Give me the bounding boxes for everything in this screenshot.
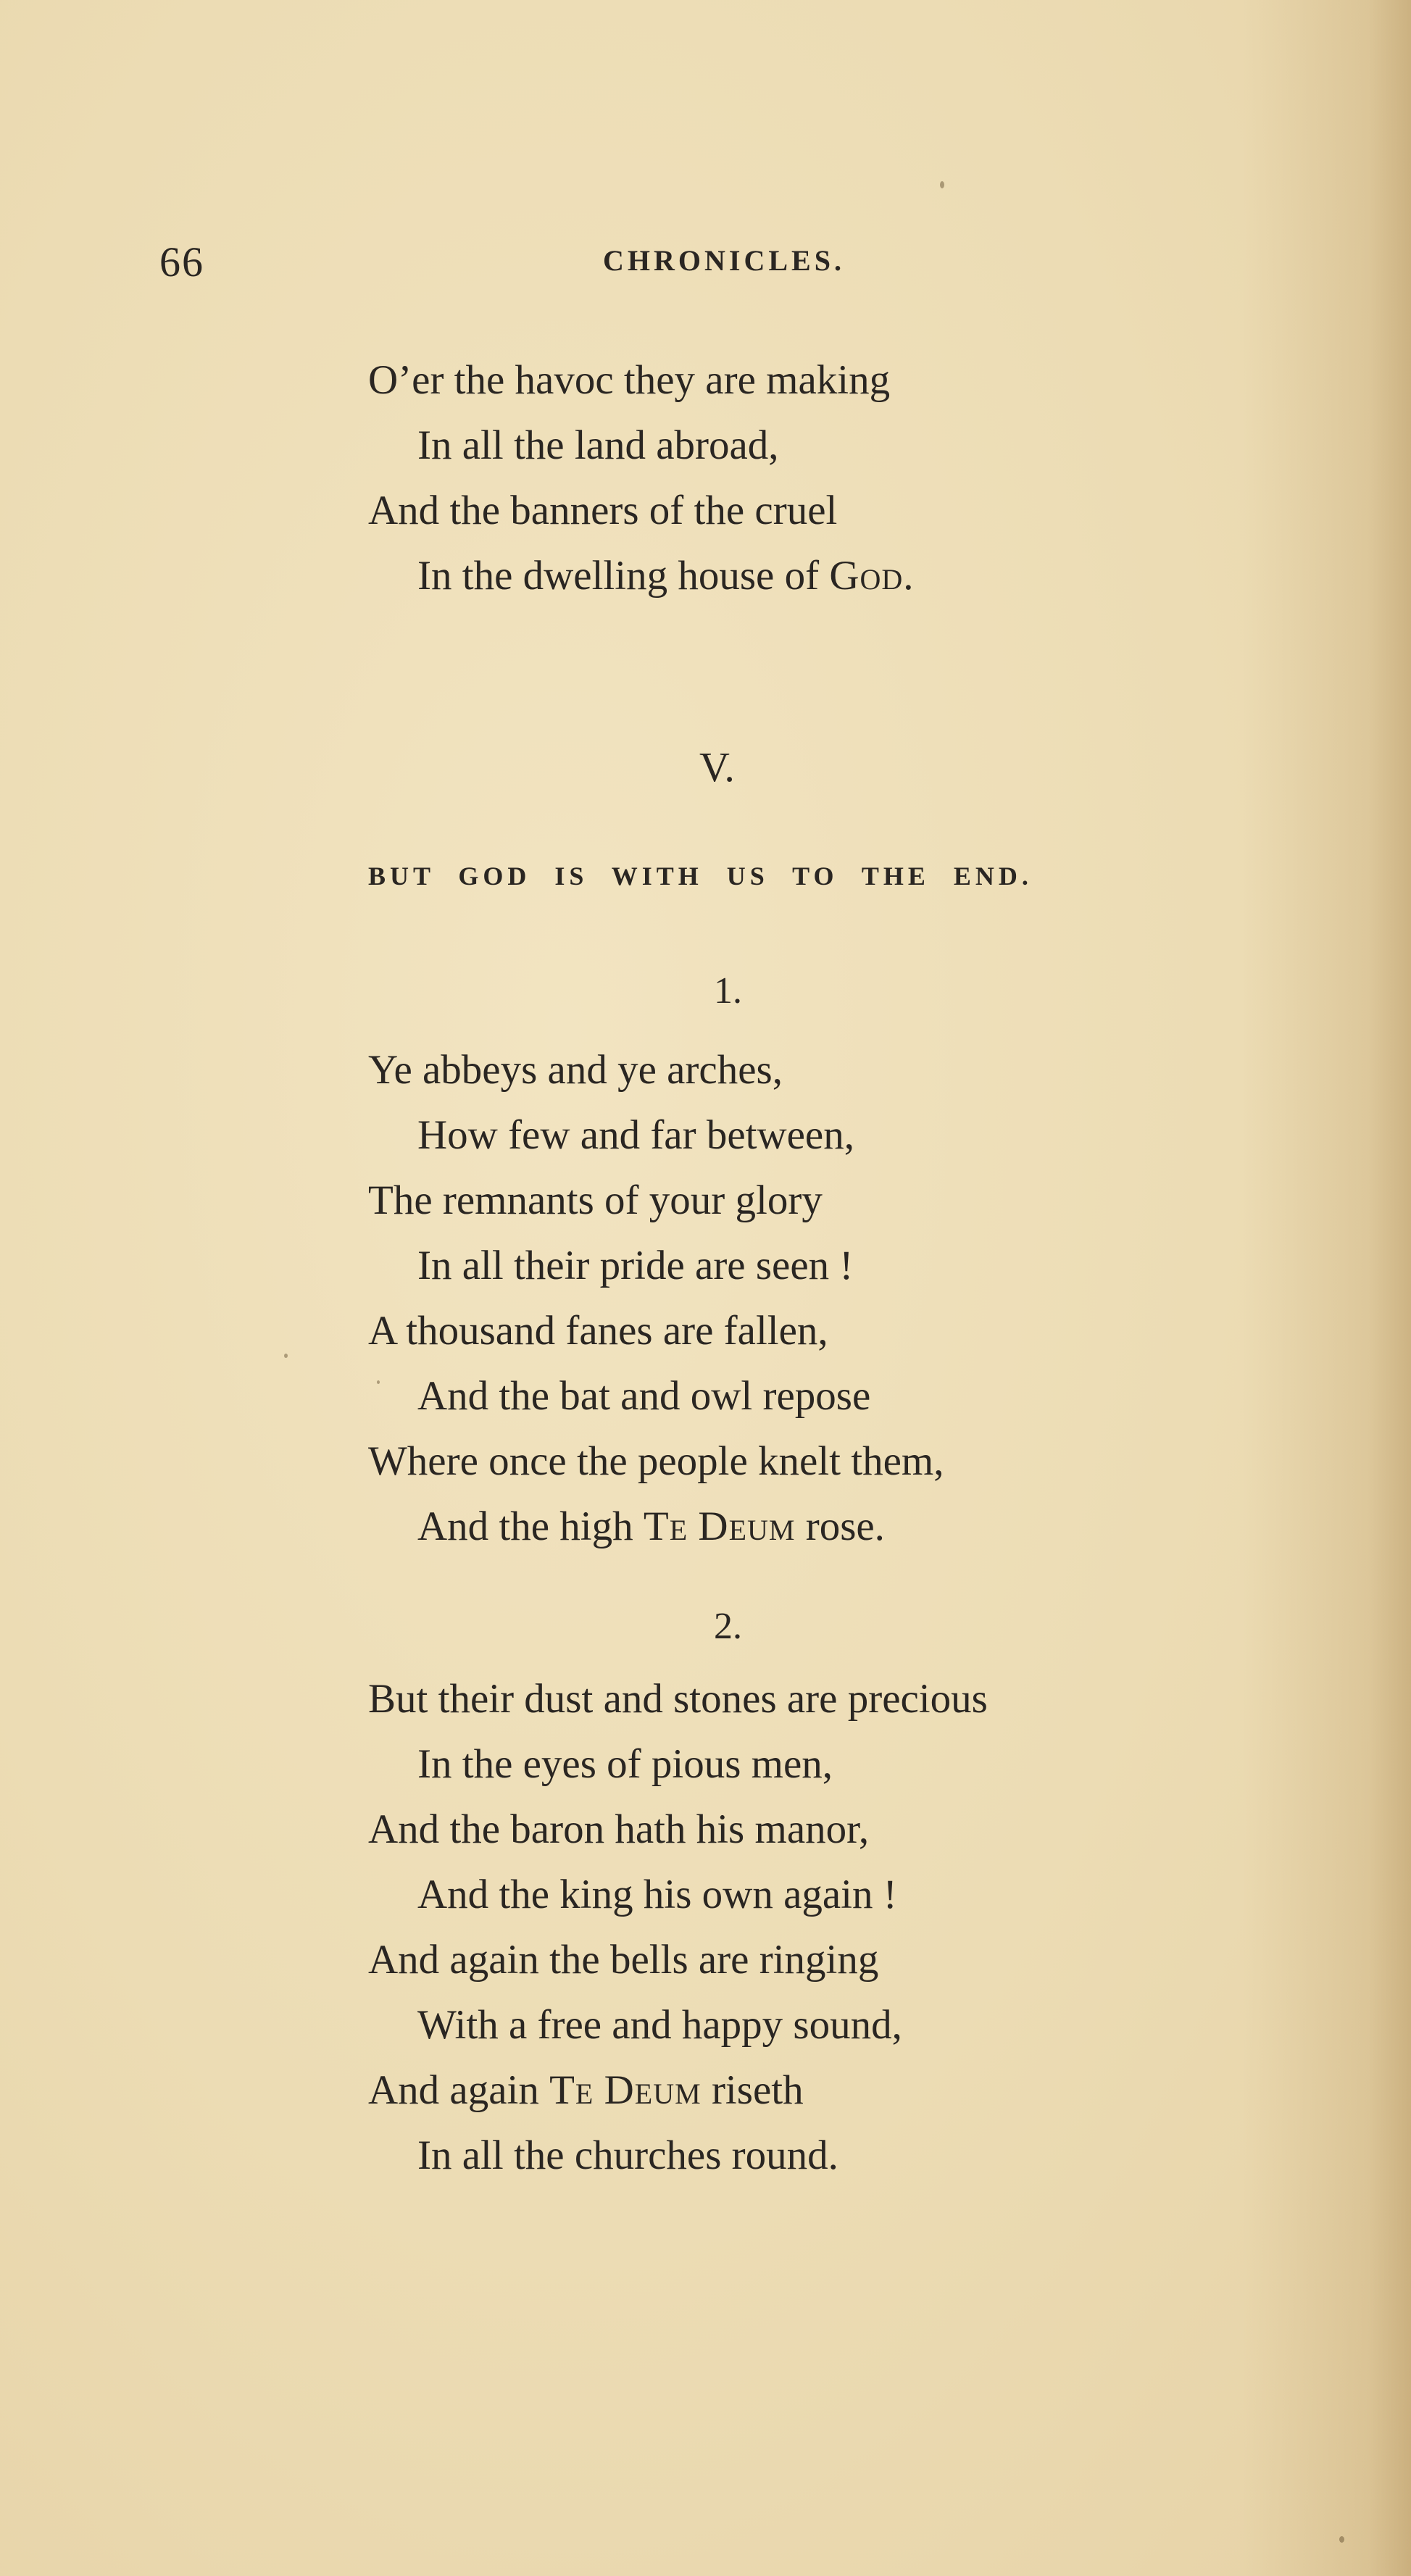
verse-line: In all their pride are seen ! xyxy=(417,1243,854,1288)
verse-line: Ye abbeys and ye arches, xyxy=(368,1047,783,1093)
verse-line: The remnants of your glory xyxy=(368,1177,823,1223)
verse-line-text: rose. xyxy=(795,1504,885,1549)
verse-line-text: And the high xyxy=(417,1504,644,1549)
section-number: V. xyxy=(699,743,735,791)
verse-line: In the eyes of pious men, xyxy=(417,1741,833,1787)
paper-speck xyxy=(377,1380,380,1384)
part-number: 1. xyxy=(714,970,742,1012)
paper-speck xyxy=(284,1354,288,1358)
small-caps-word: Deum xyxy=(604,2067,702,2113)
section-heading: BUT GOD IS WITH US TO THE END. xyxy=(368,862,1033,891)
running-head: CHRONICLES. xyxy=(603,244,845,277)
verse-line xyxy=(368,2058,988,2123)
page-header xyxy=(0,238,1411,285)
verse-line: And the king his own again ! xyxy=(417,1872,897,1917)
stanza-part-1 xyxy=(368,1038,944,1559)
small-caps-word: God. xyxy=(829,553,915,599)
verse-line: How few and far between, xyxy=(417,1112,854,1158)
small-caps-word: Te xyxy=(549,2067,594,2113)
verse-line: With a free and happy sound, xyxy=(417,2002,902,2048)
verse-line: A thousand fanes are fallen, xyxy=(368,1308,828,1354)
part-number: 2. xyxy=(714,1606,742,1647)
verse-line xyxy=(368,1494,944,1559)
verse-line-text: And again xyxy=(368,2067,550,2113)
verse-line xyxy=(368,543,915,609)
verse-line: O’er the havoc they are making xyxy=(368,357,891,403)
small-caps-word: Te xyxy=(643,1504,688,1549)
verse-line-text: In the dwelling house of xyxy=(417,553,830,599)
verse-line: And again the bells are ringing xyxy=(368,1937,879,1983)
verse-line-text: riseth xyxy=(701,2067,804,2113)
verse-line: And the baron hath his manor, xyxy=(368,1806,870,1852)
paper-speck xyxy=(1339,2536,1344,2543)
verse-line: But their dust and stones are precious xyxy=(368,1676,988,1722)
verse-line: And the bat and owl repose xyxy=(417,1373,871,1419)
verse-line: In all the land abroad, xyxy=(417,422,779,468)
stanza-part-2 xyxy=(368,1667,988,2188)
small-caps-word: Deum xyxy=(698,1504,796,1549)
verse-line: And the banners of the cruel xyxy=(368,488,838,533)
page-number: 66 xyxy=(159,238,204,285)
verse-line: In all the churches round. xyxy=(417,2133,838,2178)
paper-speck xyxy=(940,181,944,188)
verse-line: Where once the people knelt them, xyxy=(368,1438,944,1484)
stanza-continued xyxy=(368,348,915,609)
